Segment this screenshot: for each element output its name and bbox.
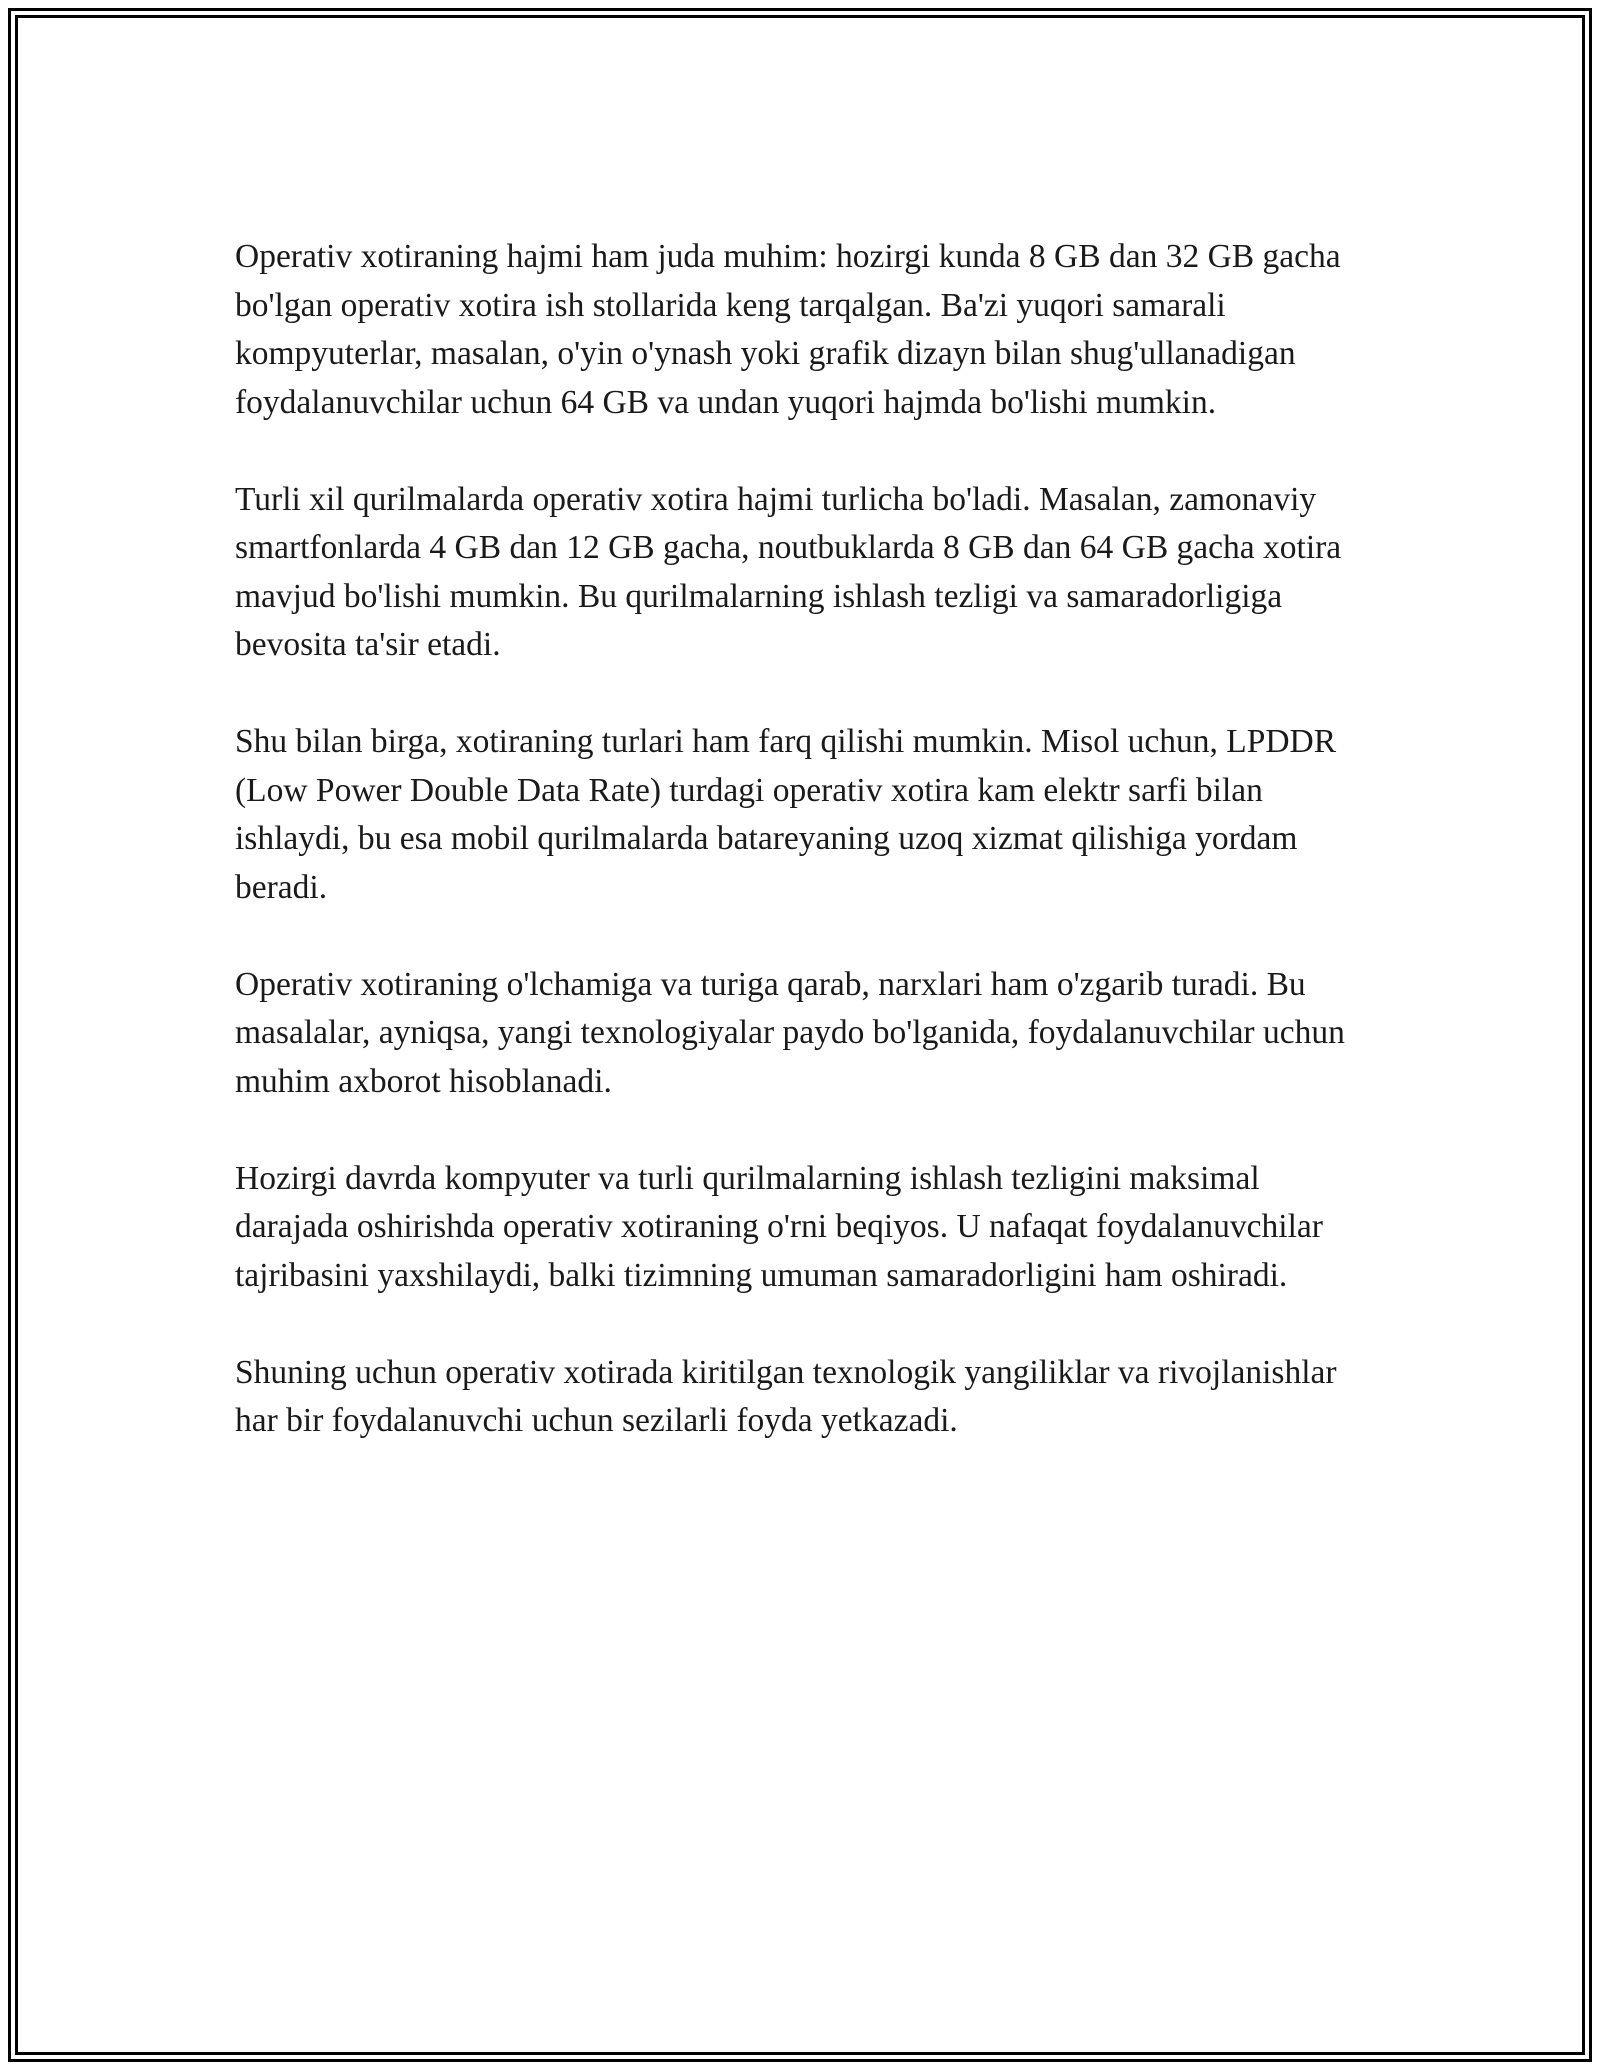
paragraph-1: Operativ xotiraning hajmi ham juda muhim: hozirgi kunda 8 GB dan 32 GB gacha bo'lgan operativ xotira ish stollarida keng tarqalgan. Ba'zi yuqori samarali kompyuterlar, masalan, o'yin o'ynash yoki grafik dizayn bilan shug'ullanadigan foydalanuvchilar uchun 64 GB va undan yuqori hajmda bo'lishi mumkin. [235, 238, 1341, 421]
paragraph-5: Hozirgi davrda kompyuter va turli qurilmalarning ishlash tezligini maksimal darajada oshirishda operativ xotiraning o'rni beqiyos. U nafaqat foydalanuvchilar tajribasini yaxshilaydi, balki tizimning umuman samaradorligini ham oshiradi. [235, 1159, 1323, 1294]
document-body [235, 233, 1375, 1494]
paragraph-3: Shu bilan birga, xotiraning turlari ham farq qilishi mumkin. Misol uchun, LPDDR (Low Power Double Data Rate) turdagi operativ xotira kam elektr sarfi bilan ishlaydi, bu esa mobil qurilmalarda batareyaning uzoq xizmat qilishiga yordam beradi. [235, 723, 1337, 906]
paragraph-4: Operativ xotiraning o'lchamiga va turiga qarab, narxlari ham o'zgarib turadi. Bu masalalar, ayniqsa, yangi texnologiyalar paydo bo'lganida, foydalanuvchilar uchun muhim axborot hisoblanadi. [235, 965, 1345, 1100]
paragraph-6: Shuning uchun operativ xotirada kiritilgan texnologik yangiliklar va rivojlanishlar har bir foydalanuvchi uchun sezilarli foyda yetkazadi. [235, 1353, 1337, 1439]
paragraph-2: Turli xil qurilmalarda operativ xotira hajmi turlicha bo'ladi. Masalan, zamonaviy smartfonlarda 4 GB dan 12 GB gacha, noutbuklarda 8 GB dan 64 GB gacha xotira mavjud bo'lishi mumkin. Bu qurilmalarning ishlash tezligi va samaradorligiga bevosita ta'sir etadi. [235, 480, 1342, 663]
